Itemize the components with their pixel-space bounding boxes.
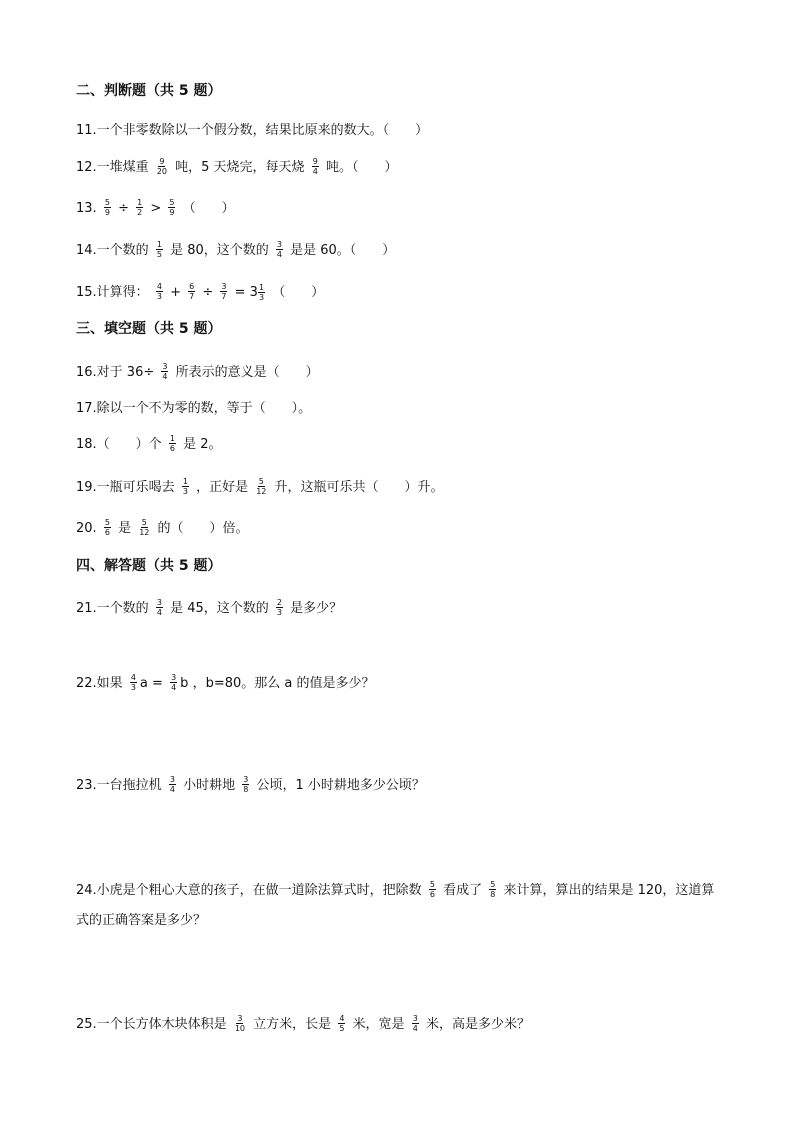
fraction: $\frac{3}{10}$ xyxy=(234,1014,246,1033)
fraction: $\frac{3}{4}$ xyxy=(156,598,162,617)
fraction: $\frac{1}{6}$ xyxy=(169,434,175,453)
fraction: $\frac{1}{2}$ xyxy=(137,198,143,217)
fraction: $\frac{3}{8}$ xyxy=(243,775,249,794)
fraction: $\frac{5}{8}$ xyxy=(490,880,496,899)
fraction: $\frac{3}{4}$ xyxy=(162,362,168,381)
question-23: 23.一台拖拉机 $\frac{3}{4}$ 小时耕地 $\frac{3}{8}$ 公顷，1 小时耕地多少公顷？ xyxy=(76,775,425,794)
section-heading-fill-blank: 三、填空题（共 5 题） xyxy=(76,321,222,337)
fraction: $\frac{5}{12}$ xyxy=(256,477,267,496)
fraction: $\frac{1}{3}$ xyxy=(182,477,188,496)
question-20: 20. $\frac{5}{6}$ 是 $\frac{5}{12}$ 的（ ）倍。 xyxy=(76,518,249,537)
fraction: $\frac{9}{20}$ xyxy=(156,157,168,176)
fraction: $\frac{1}{5}$ xyxy=(156,240,162,259)
question-19: 19.一瓶可乐喝去 $\frac{1}{3}$ ，正好是 $\frac{5}{12}$ 升，这瓶可乐共（ ）升。 xyxy=(76,477,444,496)
fraction: $\frac{3}{4}$ xyxy=(169,775,175,794)
question-18: 18.（ ）个 $\frac{1}{6}$ 是 2。 xyxy=(76,434,222,453)
fraction: $\frac{4}{3}$ xyxy=(156,282,162,301)
fraction: $\frac{6}{7}$ xyxy=(189,282,195,301)
fraction: $\frac{2}{3}$ xyxy=(276,598,282,617)
fraction: $\frac{5}{12}$ xyxy=(139,518,150,537)
fraction: $\frac{5}{9}$ xyxy=(169,198,175,217)
fraction: $\frac{4}{3}$ xyxy=(130,673,136,692)
fraction: $\frac{3}{7}$ xyxy=(221,282,227,301)
fraction: $\frac{3}{4}$ xyxy=(171,673,177,692)
section-heading-judgement: 二、判断题（共 5 题） xyxy=(76,83,222,99)
question-16: 16.对于 36÷ $\frac{3}{4}$ 所表示的意义是（ ） xyxy=(76,362,319,381)
fraction: $\frac{5}{6}$ xyxy=(429,880,435,899)
question-24: 24.小虎是个粗心大意的孩子，在做一道除法算式时，把除数 $\frac{5}{6}$ 看成了 $\frac{5}{8}$ 来计算，算出的结果是 120，这道算式的正确答案是多少？ xyxy=(76,880,715,928)
section-heading-solve: 四、解答题（共 5 题） xyxy=(76,558,222,574)
question-13: 13. $\frac{5}{9}$ ÷ $\frac{1}{2}$ > $\frac{5}{9}$ （ ） xyxy=(76,198,235,217)
fraction: $\frac{3}{4}$ xyxy=(412,1014,418,1033)
mixed-number: 3 $\frac{1}{3}$ xyxy=(249,282,265,302)
fraction: $\frac{9}{4}$ xyxy=(312,157,318,176)
fraction: $\frac{3}{4}$ xyxy=(276,240,282,259)
question-11: 11.一个非零数除以一个假分数，结果比原来的数大。（ ） xyxy=(76,123,429,138)
question-17: 17.除以一个不为零的数，等于（ ）。 xyxy=(76,401,312,416)
fraction: $\frac{5}{9}$ xyxy=(104,198,110,217)
question-15: 15.计算得： $\frac{4}{3}$ + $\frac{6}{7}$ ÷ $\frac{3}{7}$ = 3 $\frac{1}{3}$ （ ） xyxy=(76,282,324,304)
question-12: 12.一堆煤重 $\frac{9}{20}$ 吨，5 天烧完，每天烧 $\frac{9}{4}$ 吨。（ ） xyxy=(76,157,398,176)
question-14: 14.一个数的 $\frac{1}{5}$ 是 80，这个数的 $\frac{3}{4}$ 是是 60。（ ） xyxy=(76,240,396,259)
question-21: 21.一个数的 $\frac{3}{4}$ 是 45，这个数的 $\frac{2}{3}$ 是多少？ xyxy=(76,598,343,617)
question-22: 22.如果 $\frac{4}{3}$ a = $\frac{3}{4}$ b ，b=80。那么 a 的值是多少？ xyxy=(76,673,375,692)
fraction: $\frac{5}{6}$ xyxy=(104,518,110,537)
fraction: $\frac{4}{5}$ xyxy=(339,1014,345,1033)
question-25: 25.一个长方体木块体积是 $\frac{3}{10}$ 立方米，长是 $\frac{4}{5}$ 米，宽是 $\frac{3}{4}$ 米，高是多少米？ xyxy=(76,1014,530,1033)
